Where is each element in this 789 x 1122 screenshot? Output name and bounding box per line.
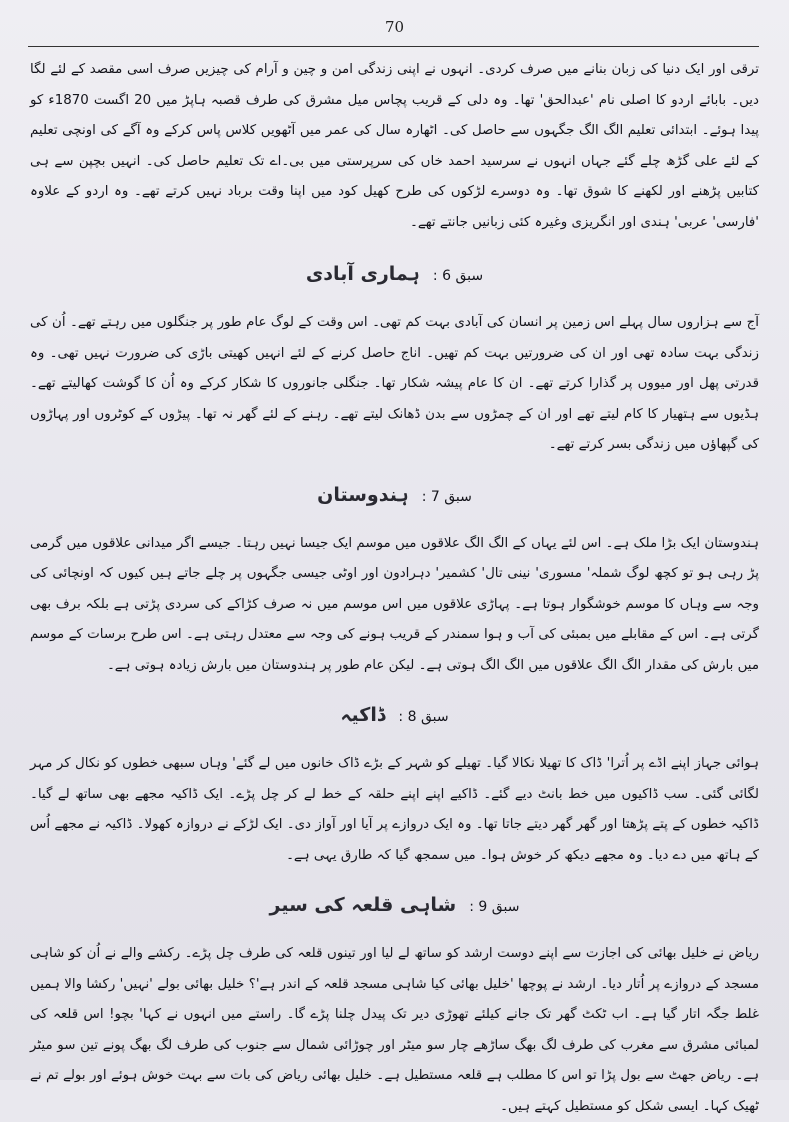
lesson-7-paragraph: ہندوستان ایک بڑا ملک ہے۔ اس لئے یہاں کے الگ الگ علاقوں میں موسم ایک جیسا نہیں رہتا۔ جیسے اگر میدانی علاقوں میں گرمی پڑ رہی ہو تو کچھ لوگ شملہ' مسوری' نینی تال' کشمیر' دہرادون اور اوٹی جیسی جگہوں پر چلے جاتے ہیں کیوں کہ اونچائی کی وجہ سے وہاں کا موسم خوشگوار ہوتا ہے۔ پہاڑی علاقوں میں اس موسم میں نہ صرف کڑاکے کی سردی پڑتی ہے بلکہ برف بھی گرتی ہے۔ اس کے مقابلے میں بمبئی کی آب و ہوا سمندر کے قریب ہونے کی وجہ سے معتدل رہتی ہے۔ اس طرح برسات کے موسم میں بارش کی مقدار الگ الگ علاقوں میں الگ الگ ہوتی ہے۔ لیکن عام طور پر ہندوستان میں بارش زیادہ ہوتی ہے۔ — [30, 535, 759, 673]
lesson-7-heading — [30, 475, 759, 515]
lesson-8-heading — [30, 695, 759, 735]
intro-paragraph: ترقی اور ایک دنیا کی زبان بنانے میں صرف کردی۔ انہوں نے اپنی زندگی امن و چین و آرام کی چیزیں صرف اسی مقصد کے لئے لگا دیں۔ بابائے اردو کا اصلی نام 'عبدالحق' تھا۔ وہ دلی کے قریب پچاس میل مشرق کی طرف قصبہ ہاپڑ میں 20 اگست 1870ء کو پیدا ہوئے۔ ابتدائی تعلیم الگ الگ جگہوں سے حاصل کی۔ اٹھارہ سال کی عمر میں آٹھویں کلاس پاس کرکے وہ آگے کی اونچی تعلیم کے لئے علی گڑھ چلے گئے جہاں انہوں نے سرسید احمد خاں کی سرپرستی میں بی۔اے تک تعلیم حاصل کی۔ انہیں بچپن سے ہی کتابیں پڑھنے اور لکھنے کا شوق تھا۔ وہ دوسرے لڑکوں کی طرح کھیل کود میں اپنا وقت برباد نہیں کرتے تھے۔ وہ اردو کے علاوہ 'فارسی' عربی' ہندی اور انگریزی وغیرہ کئی زبانیں جانتے تھے۔ — [30, 62, 759, 230]
lesson-9-title: شاہی قلعہ کی سیر — [269, 894, 457, 916]
lesson-9-paragraph: ریاض نے خلیل بھائی کی اجازت سے اپنے دوست ارشد کو ساتھ لے لیا اور تینوں قلعہ کی طرف چل پڑے۔ رکشے والے نے اُن کو شاہی مسجد کے دروازے پر اُتار دیا۔ ارشد نے پوچھا 'خلیل بھائی کیا شاہی مسجد قلعہ کے اندر ہے'؟ خلیل بھائی بولے 'نہیں' رکشا والا ہمیں غلط جگہ اتار گیا ہے۔ اب ٹکٹ گھر تک جانے کیلئے تھوڑی دیر تک پیدل چلنا پڑے گا۔ راستے میں انہوں نے کہا' بچو! اس قلعہ کی لمبائی مشرق سے مغرب کی طرف لگ بھگ ساڑھے چار سو میٹر اور چوڑائی شمال سے جنوب کی طرف لگ بھگ پونے تین سو میٹر ہے۔ ریاض جھٹ سے بول پڑا تو اس کا مطلب ہے قلعہ مستطیل ہے۔ خلیل بھائی ریاض کی بات سے بہت خوش ہوئے اور بولے تم نے ٹھیک کہا۔ ایسی شکل کو مستطیل کہتے ہیں۔ — [30, 946, 759, 1114]
page-content — [30, 55, 759, 1114]
lesson-7-label: سبق 7 : — [421, 488, 472, 505]
lesson-8-title: ڈاکیہ — [340, 704, 386, 726]
lesson-6-heading — [30, 254, 759, 294]
lesson-6-title: ہماری آبادی — [305, 263, 420, 285]
page-number: 70 — [384, 18, 405, 36]
lesson-6-paragraph: آج سے ہزاروں سال پہلے اس زمین پر انسان کی آبادی بہت کم تھی۔ اس وقت کے لوگ عام طور پر جنگلوں میں رہتے تھے۔ اُن کی زندگی بہت سادہ تھی اور ان کی ضرورتیں بہت کم تھیں۔ اناج حاصل کرنے کے لئے انہیں کھیتی باڑی کی ضرورت نہیں تھی۔ وہ قدرتی پھل اور میووں پر گذارا کرتے تھے۔ ان کا عام پیشہ شکار تھا۔ جنگلی جانوروں کا شکار کرکے وہ اُن کا گوشت کھالیتے تھے۔ ہڈیوں سے ہتھیار کا کام لیتے تھے اور ان کے چمڑوں سے بدن ڈھانک لیتے تھے۔ رہنے کے لئے گھر نہ تھا۔ پیڑوں کے کوٹروں اور پہاڑوں کی گپھاؤں میں زندگی بسر کرتے تھے۔ — [30, 315, 759, 452]
lesson-9-heading — [30, 885, 759, 925]
header-rule — [28, 46, 759, 47]
lesson-8-label: سبق 8 : — [398, 709, 449, 725]
lesson-8-paragraph: ہوائی جہاز اپنے اڈے پر اُترا' ڈاک کا تھیلا نکالا گیا۔ تھیلے کو شہر کے بڑے ڈاک خانوں میں لے گئے' وہاں سبھی خطوں کو نکال کر مہر لگائی گئی۔ سب ڈاکیوں میں خط بانٹ دیے گئے۔ ڈاکیے اپنے اپنے حلقہ کے خط لے کر چل پڑے۔ ایک ڈاکیہ مجھے بھی ساتھ لے گیا۔ ڈاکیہ خطوں کے پتے پڑھتا اور گھر گھر دیتے جاتا تھا۔ وہ ایک دروازے پر آیا اور آواز دی۔ ایک لڑکے نے دروازہ کھولا۔ ڈاکیہ نے مجھے اُس کے ہاتھ میں دے دیا۔ وہ مجھے دیکھ کر خوش ہوا۔ میں سمجھ گیا کہ طارق یہی ہے۔ — [30, 756, 759, 863]
lesson-6-label: سبق 6 : — [432, 268, 484, 284]
lesson-7-title: ہندوستان — [317, 483, 409, 506]
lesson-9-label: سبق 9 : — [469, 899, 520, 915]
